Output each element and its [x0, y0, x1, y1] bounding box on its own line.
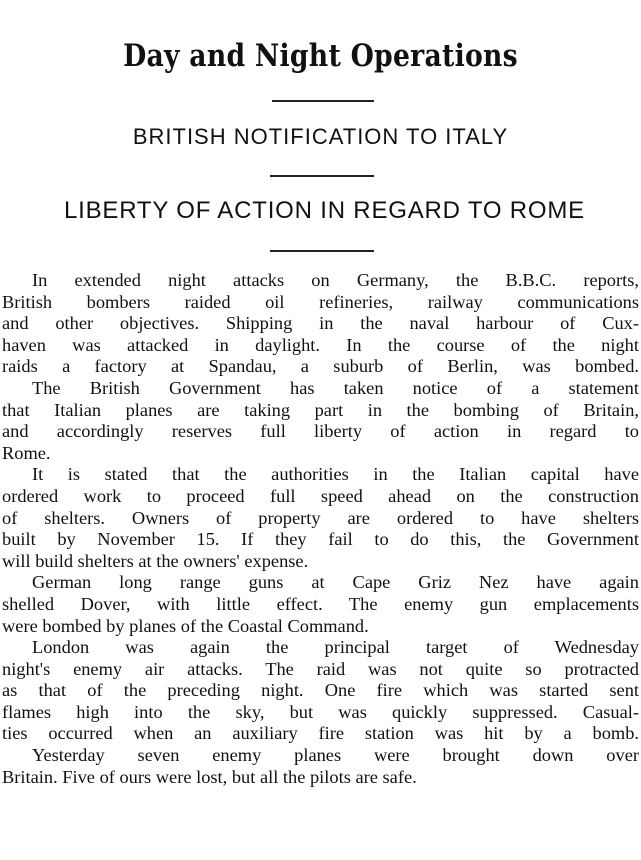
headline-title: Day and Night Operations	[123, 38, 518, 74]
paragraph-line: were bombed by planes of the Coastal Command.	[2, 615, 369, 636]
paragraph-line: that Italian planes are taking part in the bombing of Britain,	[2, 399, 639, 420]
divider-rule	[272, 100, 374, 102]
paragraph-line: Yesterday seven enemy planes were brought down over	[32, 745, 639, 766]
divider-rule	[270, 175, 374, 177]
article-body	[2, 270, 639, 788]
paragraph-line: will build shelters at the owners' expense.	[2, 550, 309, 571]
paragraph-line: and accordingly reserves full liberty of action in regard to	[2, 421, 639, 442]
article-paragraph	[2, 270, 639, 378]
paragraph-line: British bombers raided oil refineries, railway communications	[2, 291, 639, 312]
paragraph-line: raids a factory at Spandau, a suburb of Berlin, was bombed.	[2, 356, 639, 377]
paragraph-line: Britain. Five of ours were lost, but all the pilots are safe.	[2, 766, 417, 787]
paragraph-line: flames high into the sky, but was quickly suppressed. Casual-	[2, 701, 639, 722]
article-paragraph	[2, 572, 639, 637]
paragraph-line: It is stated that the authorities in the Italian capital have	[32, 464, 639, 485]
headline-subtitle: BRITISH NOTIFICATION TO ITALY	[132, 124, 509, 149]
paragraph-line: ordered work to proceed full speed ahead on the construction	[2, 485, 639, 506]
paragraph-line: and other objectives. Shipping in the naval harbour of Cux-	[2, 313, 639, 334]
paragraph-line: of shelters. Owners of property are ordered to have shelters	[2, 507, 639, 528]
article-paragraph	[2, 637, 639, 745]
article-paragraph	[2, 745, 639, 788]
paragraph-line: as that of the preceding night. One fire which was started sent	[2, 680, 639, 701]
paragraph-line: ties occurred when an auxiliary fire station was hit by a bomb.	[2, 723, 639, 744]
paragraph-line: shelled Dover, with little effect. The enemy gun emplacements	[2, 593, 639, 614]
paragraph-line: built by November 15. If they fail to do this, the Government	[2, 529, 639, 550]
paragraph-line: Rome.	[2, 442, 51, 463]
article-paragraph	[2, 378, 639, 464]
paragraph-line: night's enemy air attacks. The raid was not quite so protracted	[2, 658, 639, 679]
paragraph-line: The British Government has taken notice of a statement	[32, 377, 639, 398]
article-paragraph	[2, 464, 639, 572]
paragraph-line: German long range guns at Cape Griz Nez have again	[32, 572, 639, 593]
paragraph-line: In extended night attacks on Germany, the B.B.C. reports,	[32, 270, 639, 290]
headline-subheading: LIBERTY OF ACTION IN REGARD TO ROME	[64, 197, 585, 224]
paragraph-line: London was again the principal target of Wednesday	[32, 637, 639, 658]
paragraph-line: haven was attacked in daylight. In the course of the night	[2, 334, 639, 355]
divider-rule	[270, 250, 374, 252]
